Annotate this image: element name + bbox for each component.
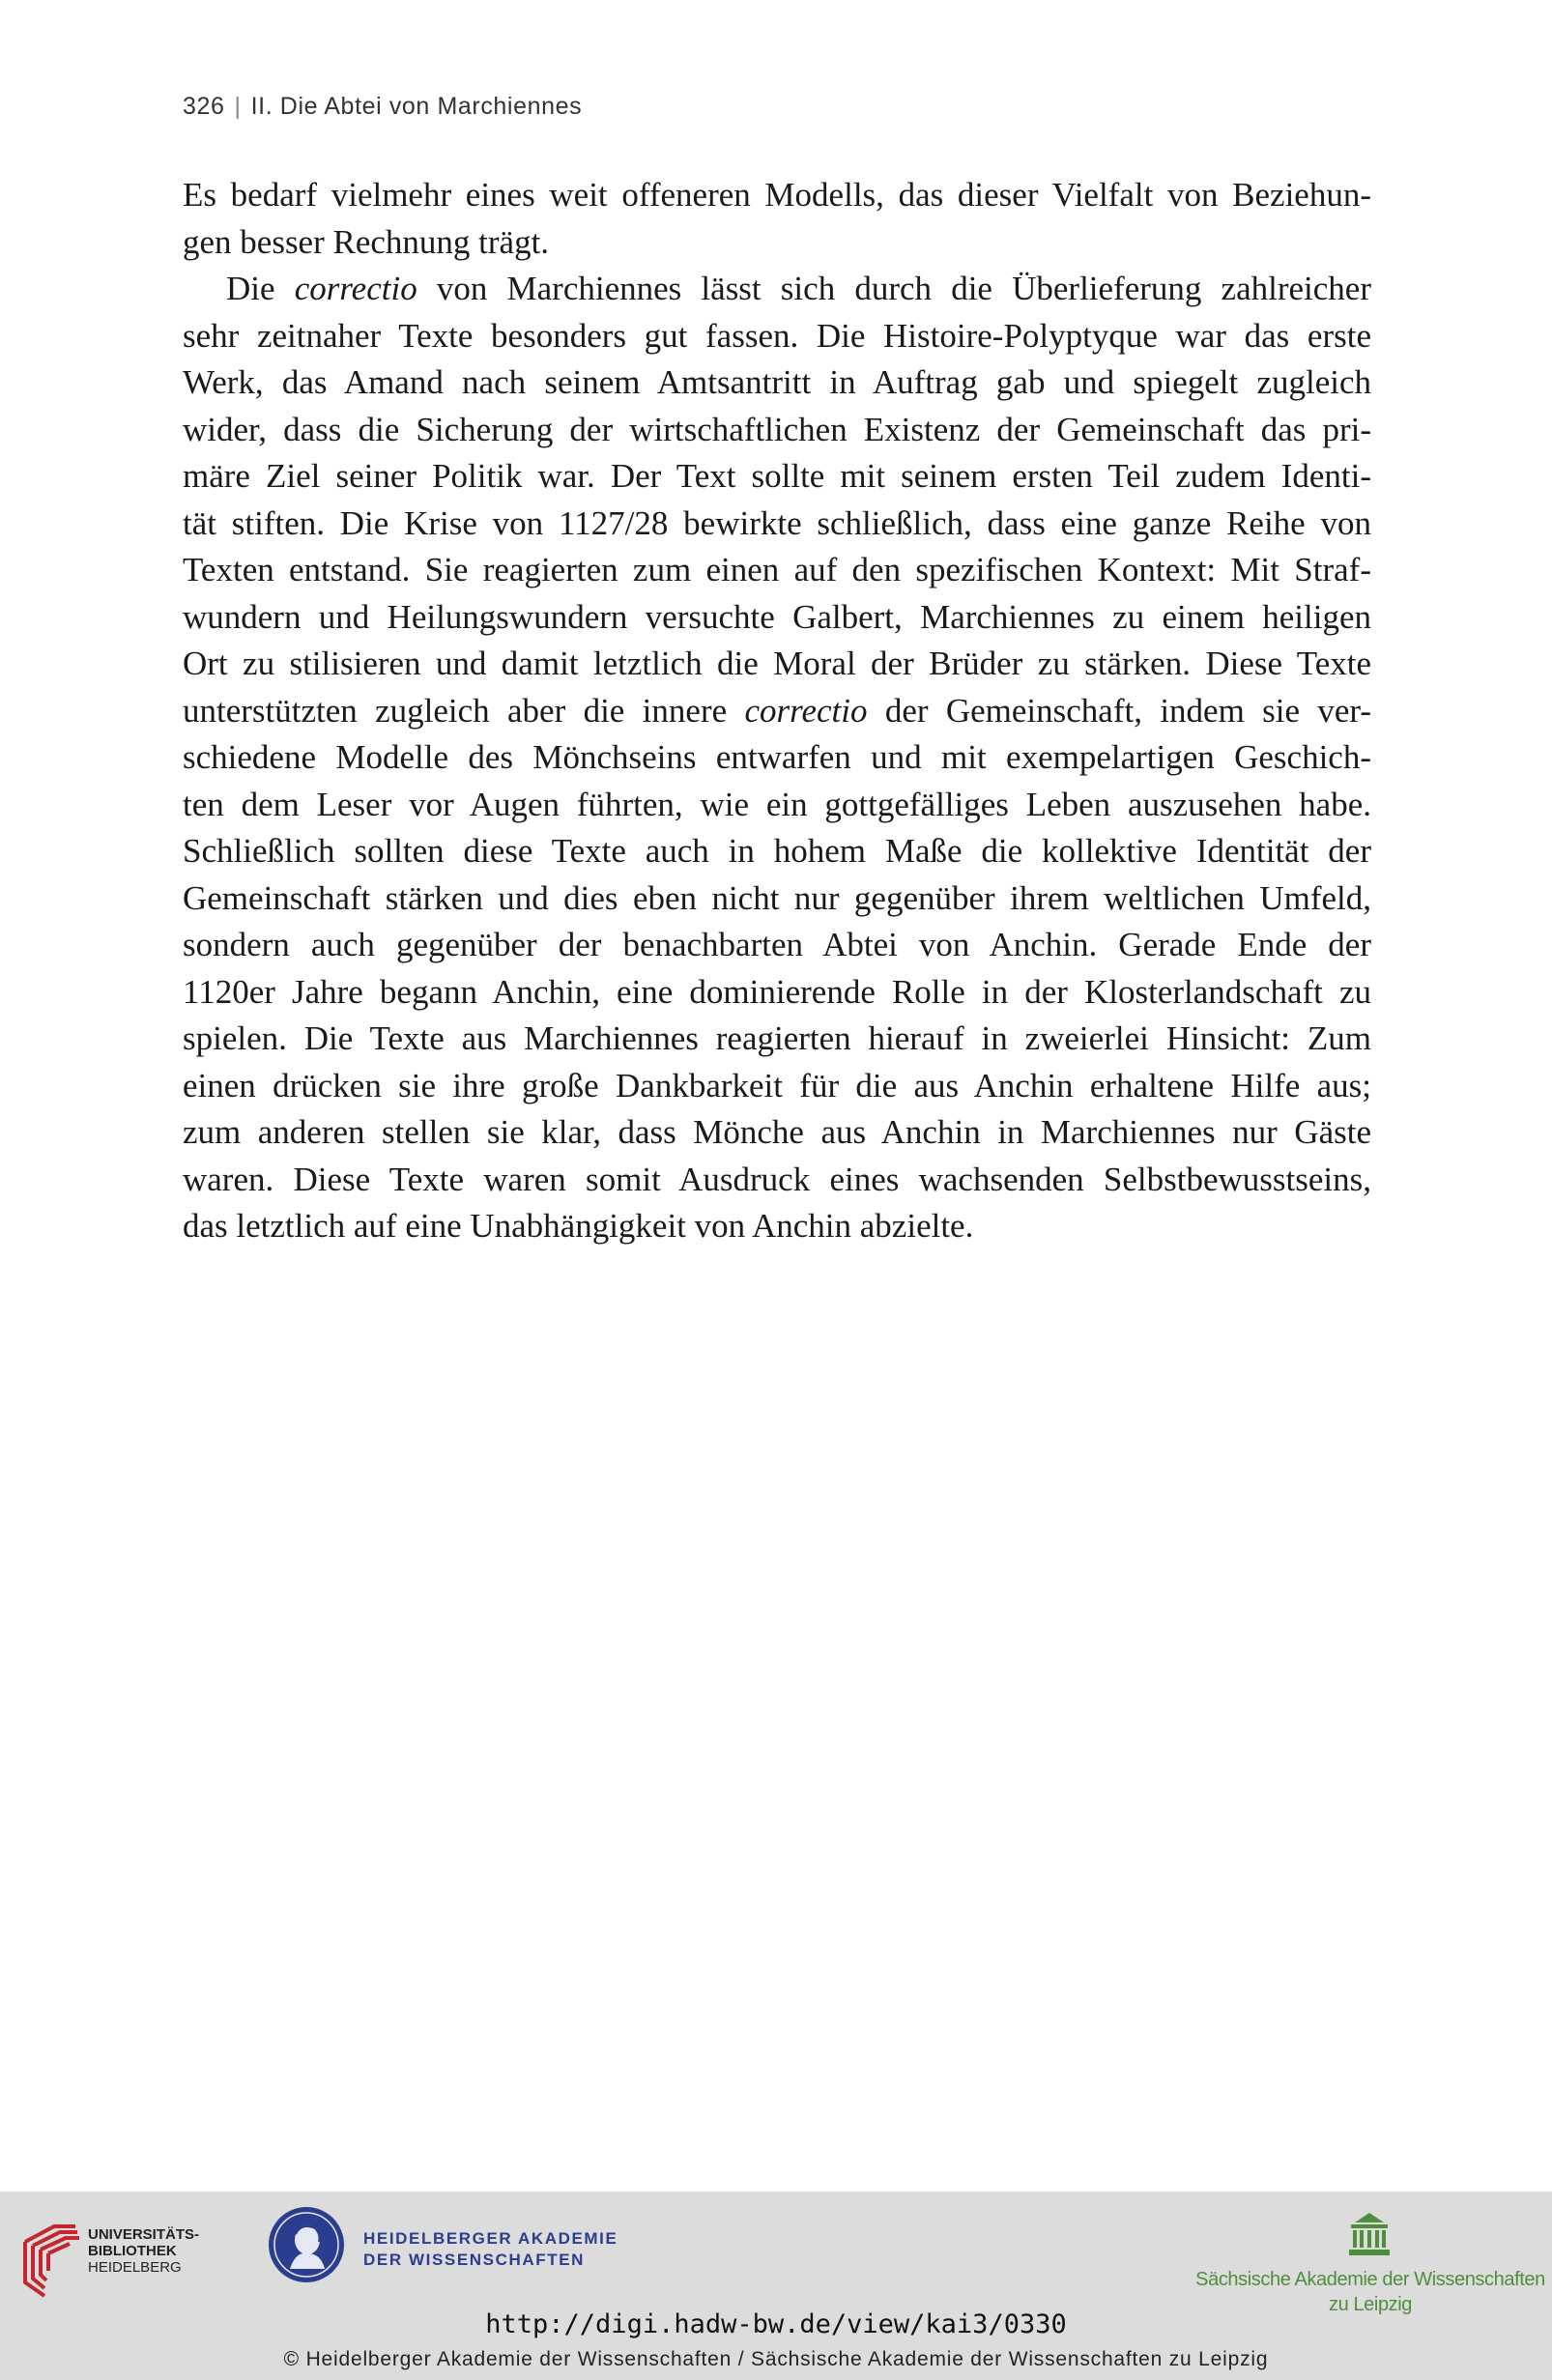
chapter-title: II. Die Abtei von Marchiennes <box>250 93 583 120</box>
text-line: gen besser Rechnung trägt. <box>183 222 550 261</box>
hadw-seal-logo <box>267 2205 346 2284</box>
hadw-wordmark <box>363 2228 618 2271</box>
text-line: wider, dass die Sicherung der wirtschaftlichen Existenz der Gemeinschaft das pri- <box>183 410 1371 448</box>
text-line: spielen. Die Texte aus Marchiennes reagierten hierauf in zweierlei Hinsicht: Zum <box>183 1019 1371 1057</box>
ub-line-2: BIBLIOTHEK <box>88 2243 177 2259</box>
text-line: waren. Diese Texte waren somit Ausdruck eines wachsenden Selbstbewusstseins, <box>183 1160 1371 1198</box>
ub-wordmark <box>88 2226 199 2276</box>
text-line: Es bedarf vielmehr eines weit offeneren Modells, das dieser Vielfalt von Beziehun- <box>183 176 1371 214</box>
text-line: ten dem Leser vor Augen führten, wie ein gottgefälliges Leben auszusehen habe. <box>183 785 1371 823</box>
text-segment: unterstützten zugleich aber die innere <box>183 691 745 730</box>
hadw-line-1: HEIDELBERGER AKADEMIE <box>363 2229 618 2248</box>
saw-line-1: Sächsische Akademie der Wissenschaften <box>1195 2269 1545 2290</box>
running-head <box>183 93 582 121</box>
page-number: 326 <box>183 93 225 120</box>
text-line: sehr zeitnaher Texte besonders gut fassen. Die Histoire-Polyptyque war das erste <box>183 316 1371 355</box>
text-line: Texten entstand. Sie reagierten zum einen auf den spezifischen Kontext: Mit Straf- <box>183 551 1371 588</box>
text-line: sondern auch gegenüber der benachbarten Abtei von Anchin. Gerade Ende der <box>183 926 1371 963</box>
page-url: http://digi.hadw-bw.de/view/kai3/0330 <box>485 2309 1067 2339</box>
footer <box>0 2192 1552 2380</box>
text-line: 1120er Jahre begann Anchin, eine dominierende Rolle in der Klosterlandschaft zu <box>183 972 1371 1011</box>
text-segment: von Marchiennes lässt sich durch die Überlieferung zahlreicher <box>417 270 1371 307</box>
header-separator: | <box>234 93 242 120</box>
text-line: Werk, das Amand nach seinem Amtsantritt in Auftrag gab und spiegelt zugleich <box>183 363 1371 401</box>
text-line: Ort zu stilisieren und damit letztlich die Moral der Brüder zu stärken. Diese Texte <box>183 645 1371 682</box>
text-line: wundern und Heilungswundern versuchte Galbert, Marchiennes zu einem heiligen <box>183 597 1371 636</box>
text-line: tät stiften. Die Krise von 1127/28 bewirkte schließlich, dass eine ganze Reihe von <box>183 503 1371 542</box>
text-segment: Die <box>226 270 295 307</box>
ub-line-1: UNIVERSITÄTS- <box>88 2226 200 2243</box>
text-line: schiedene Modelle des Mönchseins entwarfen und mit exempelartigen Geschich- <box>183 738 1371 776</box>
italic-term: correctio <box>744 691 868 730</box>
ub-line-3: HEIDELBERG <box>88 2259 182 2276</box>
copyright-notice: © Heidelberger Akademie der Wissenschaften / Sächsische Akademie der Wissenschaften zu Leipzig <box>283 2348 1269 2370</box>
text-segment: der Gemeinschaft, indem sie ver- <box>867 691 1372 730</box>
text-line: Schließlich sollten diese Texte auch in hohem Maße die kollektive Identität der <box>183 832 1371 870</box>
text-line: das letztlich auf eine Unabhängigkeit von Anchin abzielte. <box>183 1207 974 1245</box>
text-line <box>183 266 1371 313</box>
text-line: zum anderen stellen sie klar, dass Mönche aus Anchin in Marchiennes nur Gäste <box>183 1113 1371 1151</box>
italic-term: correctio <box>294 270 417 307</box>
saw-line-2: zu Leipzig <box>1328 2294 1413 2315</box>
text-line: einen drücken sie ihre große Dankbarkeit für die aus Anchin erhaltene Hilfe aus; <box>183 1066 1371 1104</box>
text-line <box>183 688 1371 735</box>
hadw-line-2: DER WISSENSCHAFTEN <box>363 2251 586 2269</box>
body-text <box>183 172 1371 1250</box>
text-line: Gemeinschaft stärken und dies eben nicht nur gegenüber ihrem weltlichen Umfeld, <box>183 878 1371 917</box>
saw-building-logo <box>1347 2211 1392 2257</box>
text-line: märe Ziel seiner Politik war. Der Text sollte mit seinem ersten Teil zudem Identi- <box>183 457 1371 495</box>
